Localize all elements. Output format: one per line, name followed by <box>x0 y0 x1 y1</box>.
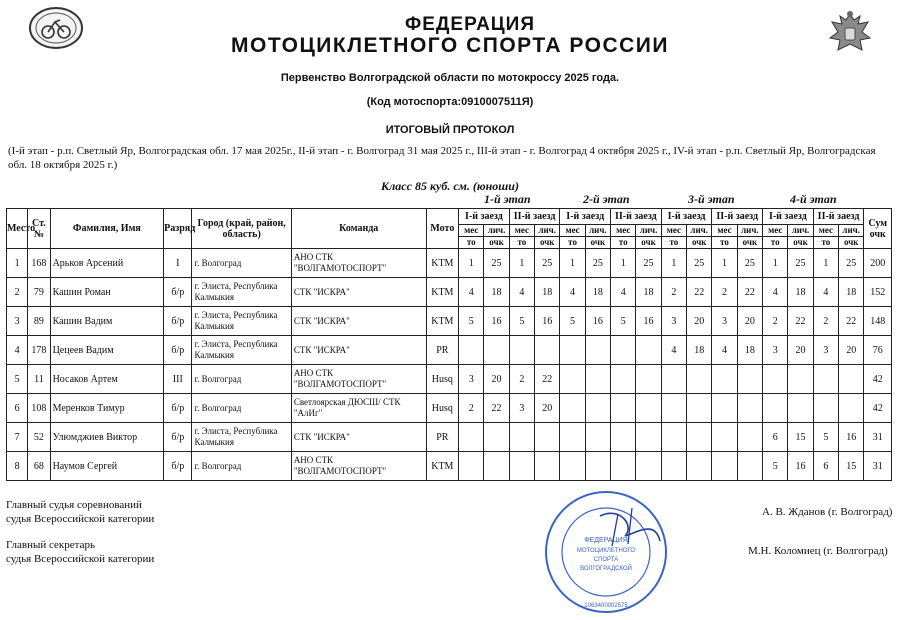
cell-team: АНО СТК "ВОЛГАМОТОСПОРТ" <box>291 365 426 394</box>
cell-place: 3 <box>7 307 28 336</box>
sub-header-place-suffix: то <box>661 237 686 249</box>
chief-secretary-title: Главный секретарь судья Всероссийской категории <box>6 539 155 565</box>
cell-name: Меренков Тимур <box>50 394 164 423</box>
stage-1-label: 1-й этап <box>484 192 531 206</box>
cell-team: АНО СТК "ВОЛГАМОТОСПОРТ" <box>291 452 426 481</box>
cell-race-place <box>560 394 585 423</box>
cell-race-points <box>484 423 509 452</box>
cell-start-number: 178 <box>28 336 50 365</box>
sub-header-personal: лич. <box>687 225 712 237</box>
cell-race-place: 4 <box>712 336 737 365</box>
sub-header-place-suffix: то <box>712 237 737 249</box>
race-header: I-й заезд <box>661 209 712 225</box>
cell-race-points <box>839 394 864 423</box>
cell-race-points: 22 <box>687 278 712 307</box>
svg-text:МОТОЦИКЛЕТНОГО: МОТОЦИКЛЕТНОГО <box>576 548 636 554</box>
cell-start-number: 108 <box>28 394 50 423</box>
championship-title: Первенство Волгоградской области по мотокроссу 2025 года. <box>280 72 620 84</box>
cell-race-points: 25 <box>788 249 813 278</box>
cell-moto: KTM <box>426 307 458 336</box>
cell-race-place: 3 <box>459 365 484 394</box>
cell-race-points: 20 <box>484 365 509 394</box>
cell-place: 7 <box>7 423 28 452</box>
cell-race-points: 15 <box>839 452 864 481</box>
cell-city: г. Волгоград <box>192 365 291 394</box>
svg-text:1063400002575: 1063400002575 <box>584 603 628 609</box>
cell-race-place <box>509 452 534 481</box>
sub-header-place: мес <box>459 225 484 237</box>
race-header: I-й заезд <box>560 209 611 225</box>
cell-race-points: 25 <box>585 249 610 278</box>
sub-header-points: очк <box>585 237 610 249</box>
cell-rank: III <box>164 365 192 394</box>
cell-race-place <box>813 365 838 394</box>
cell-race-points <box>687 423 712 452</box>
cell-rank: б/р <box>164 452 192 481</box>
cell-race-place <box>611 423 636 452</box>
cell-place: 8 <box>7 452 28 481</box>
cell-place: 6 <box>7 394 28 423</box>
sub-header-points: очк <box>535 237 560 249</box>
cell-race-points <box>687 365 712 394</box>
cell-race-place <box>712 452 737 481</box>
cell-race-points <box>636 336 661 365</box>
stage-4-label: 4-й этап <box>790 192 837 206</box>
table-row <box>7 423 892 452</box>
cell-total: 42 <box>864 394 892 423</box>
cell-race-place: 2 <box>661 278 686 307</box>
sub-header-place: мес <box>763 225 788 237</box>
cell-moto: PR <box>426 336 458 365</box>
cell-race-points: 25 <box>484 249 509 278</box>
cell-race-place <box>560 452 585 481</box>
cell-race-points: 22 <box>737 278 762 307</box>
cell-rank: I <box>164 249 192 278</box>
sub-header-personal: лич. <box>737 225 762 237</box>
col-moto: Мото <box>426 209 458 249</box>
sub-header-points: очк <box>839 237 864 249</box>
cell-rank: б/р <box>164 394 192 423</box>
cell-city: г. Элиста, Республика Калмыкия <box>192 307 291 336</box>
cell-name: Кашин Роман <box>50 278 164 307</box>
cell-race-place: 1 <box>459 249 484 278</box>
cell-race-points: 16 <box>636 307 661 336</box>
cell-race-points: 25 <box>687 249 712 278</box>
stages-description: (I-й этап - р.п. Светлый Яр, Волгоградская обл. 17 мая 2025г., II-й этап - г. Волгоград 31 мая 2025 г., III-й этап - г. Волгоград 4 октября 2025 г., IV-й этап - р.п. Светлый Яр, Волгоградская обл. 18 октября 2025 г.) <box>8 145 876 171</box>
sub-header-personal: лич. <box>788 225 813 237</box>
sub-header-personal: лич. <box>636 225 661 237</box>
cell-race-place <box>611 452 636 481</box>
cell-city: г. Элиста, Республика Калмыкия <box>192 336 291 365</box>
cell-race-points: 22 <box>839 307 864 336</box>
race-header: II-й заезд <box>712 209 763 225</box>
cell-race-place <box>661 394 686 423</box>
race-header: II-й заезд <box>813 209 864 225</box>
cell-race-place: 5 <box>560 307 585 336</box>
cell-race-place: 2 <box>509 365 534 394</box>
cell-race-place <box>661 423 686 452</box>
cell-race-points: 18 <box>687 336 712 365</box>
cell-race-points: 18 <box>737 336 762 365</box>
cell-rank: б/р <box>164 423 192 452</box>
cell-race-points: 25 <box>737 249 762 278</box>
cell-race-points <box>636 452 661 481</box>
cell-race-place: 3 <box>763 336 788 365</box>
cell-race-points <box>737 365 762 394</box>
cell-race-place <box>712 365 737 394</box>
cell-race-place <box>661 365 686 394</box>
sub-header-points: очк <box>687 237 712 249</box>
protocol-title: ИТОГОВЫЙ ПРОТОКОЛ <box>385 124 515 136</box>
cell-race-place: 4 <box>813 278 838 307</box>
cell-start-number: 89 <box>28 307 50 336</box>
table-row <box>7 394 892 423</box>
cell-race-place <box>763 365 788 394</box>
cell-race-points: 18 <box>535 278 560 307</box>
federation-subtitle: МОТОЦИКЛЕТНОГО СПОРТА РОССИИ <box>231 34 669 57</box>
svg-text:ВОЛГОГРАДСКОЙ: ВОЛГОГРАДСКОЙ <box>580 566 632 572</box>
col-total: Сум очк <box>864 209 892 249</box>
svg-text:СПОРТА: СПОРТА <box>593 557 619 563</box>
cell-start-number: 68 <box>28 452 50 481</box>
cell-race-points: 18 <box>585 278 610 307</box>
race-header: I-й заезд <box>763 209 814 225</box>
cell-city: г. Волгоград <box>192 249 291 278</box>
sub-header-points: очк <box>636 237 661 249</box>
cell-total: 148 <box>864 307 892 336</box>
cell-race-points <box>788 394 813 423</box>
cell-race-place <box>560 336 585 365</box>
sub-header-place-suffix: то <box>560 237 585 249</box>
cell-race-points <box>535 452 560 481</box>
cell-race-points <box>484 452 509 481</box>
sub-header-place: мес <box>661 225 686 237</box>
cell-race-points <box>636 423 661 452</box>
cell-place: 4 <box>7 336 28 365</box>
cell-race-place <box>560 365 585 394</box>
table-row <box>7 452 892 481</box>
cell-race-place <box>712 394 737 423</box>
sub-header-place: мес <box>712 225 737 237</box>
cell-race-place: 4 <box>661 336 686 365</box>
cell-race-place: 5 <box>509 307 534 336</box>
sub-header-personal: лич. <box>585 225 610 237</box>
cell-moto: Husq <box>426 394 458 423</box>
cell-race-points <box>687 452 712 481</box>
cell-race-place: 2 <box>712 278 737 307</box>
cell-moto: PR <box>426 423 458 452</box>
cell-name: Кашин Вадим <box>50 307 164 336</box>
table-row <box>7 249 892 278</box>
table-row <box>7 278 892 307</box>
cell-race-place: 3 <box>712 307 737 336</box>
svg-text:ФЕДЕРАЦИЯ: ФЕДЕРАЦИЯ <box>584 537 628 544</box>
sub-header-points: очк <box>484 237 509 249</box>
cell-race-place: 1 <box>712 249 737 278</box>
cell-place: 2 <box>7 278 28 307</box>
cell-race-points: 16 <box>839 423 864 452</box>
cell-race-points <box>737 452 762 481</box>
cell-total: 31 <box>864 452 892 481</box>
cell-rank: б/р <box>164 336 192 365</box>
cell-race-points: 16 <box>585 307 610 336</box>
chief-judge-title: Главный судья соревнований судья Всероссийской категории <box>6 499 155 525</box>
cell-race-place: 6 <box>763 423 788 452</box>
cell-race-points <box>535 423 560 452</box>
cell-race-place: 2 <box>763 307 788 336</box>
cell-race-place: 4 <box>763 278 788 307</box>
cell-race-points: 18 <box>788 278 813 307</box>
cell-race-place: 1 <box>509 249 534 278</box>
cell-race-place: 3 <box>661 307 686 336</box>
stage-2-label: 2-й этап <box>583 192 630 206</box>
cell-name: Наумов Сергей <box>50 452 164 481</box>
race-header: I-й заезд <box>459 209 510 225</box>
cell-race-place: 1 <box>661 249 686 278</box>
sub-header-points: очк <box>788 237 813 249</box>
cell-total: 42 <box>864 365 892 394</box>
cell-team: СТК "ИСКРА" <box>291 423 426 452</box>
cell-race-place: 5 <box>813 423 838 452</box>
cell-race-points: 20 <box>839 336 864 365</box>
cell-race-points: 20 <box>687 307 712 336</box>
results-table <box>6 208 892 481</box>
sub-header-personal: лич. <box>839 225 864 237</box>
cell-race-points: 18 <box>484 278 509 307</box>
cell-race-points <box>737 423 762 452</box>
cell-city: г. Волгоград <box>192 394 291 423</box>
cell-race-points: 15 <box>788 423 813 452</box>
cell-start-number: 52 <box>28 423 50 452</box>
cell-race-place <box>459 452 484 481</box>
table-row <box>7 365 892 394</box>
cell-race-place: 3 <box>813 336 838 365</box>
sub-header-place: мес <box>611 225 636 237</box>
cell-race-place <box>459 336 484 365</box>
cell-race-place <box>611 365 636 394</box>
cell-race-points <box>585 423 610 452</box>
sub-header-points: очк <box>737 237 762 249</box>
cell-race-points: 18 <box>636 278 661 307</box>
cell-race-place: 5 <box>763 452 788 481</box>
federation-title: ФЕДЕРАЦИЯ <box>404 14 535 35</box>
sub-header-place-suffix: то <box>509 237 534 249</box>
sub-header-personal: лич. <box>535 225 560 237</box>
cell-race-place <box>611 394 636 423</box>
cell-race-place: 2 <box>459 394 484 423</box>
cell-race-place: 4 <box>611 278 636 307</box>
cell-total: 31 <box>864 423 892 452</box>
cell-race-place: 4 <box>509 278 534 307</box>
cell-race-place <box>509 423 534 452</box>
sub-header-place: мес <box>813 225 838 237</box>
cell-place: 5 <box>7 365 28 394</box>
cell-race-points <box>585 336 610 365</box>
cell-race-points: 22 <box>788 307 813 336</box>
chief-secretary-name: М.Н. Коломиец (г. Волгоград) <box>748 545 888 557</box>
sub-header-place-suffix: то <box>459 237 484 249</box>
sub-header-place-suffix: то <box>611 237 636 249</box>
col-rank: Разряд <box>164 209 192 249</box>
cell-start-number: 79 <box>28 278 50 307</box>
sub-header-place-suffix: то <box>813 237 838 249</box>
cell-race-place: 1 <box>763 249 788 278</box>
cell-name: Арьков Арсений <box>50 249 164 278</box>
cell-rank: б/р <box>164 278 192 307</box>
cell-race-place <box>509 336 534 365</box>
cell-race-points: 25 <box>535 249 560 278</box>
cell-race-points: 16 <box>484 307 509 336</box>
cell-team: АНО СТК "ВОЛГАМОТОСПОРТ" <box>291 249 426 278</box>
cell-race-points <box>535 336 560 365</box>
cell-race-points: 22 <box>484 394 509 423</box>
cell-race-points: 20 <box>535 394 560 423</box>
cell-total: 200 <box>864 249 892 278</box>
cell-name: Цецеев Вадим <box>50 336 164 365</box>
cell-race-place <box>560 423 585 452</box>
col-city: Город (край, район, область) <box>192 209 291 249</box>
cell-race-points <box>636 394 661 423</box>
cell-race-points <box>585 452 610 481</box>
cell-start-number: 11 <box>28 365 50 394</box>
cell-place: 1 <box>7 249 28 278</box>
cell-city: г. Элиста, Республика Калмыкия <box>192 278 291 307</box>
sub-header-personal: лич. <box>484 225 509 237</box>
sub-header-place: мес <box>509 225 534 237</box>
cell-race-place <box>661 452 686 481</box>
cell-moto: KTM <box>426 278 458 307</box>
cell-name: Носаков Артем <box>50 365 164 394</box>
cell-race-points: 20 <box>788 336 813 365</box>
table-row <box>7 336 892 365</box>
cell-race-place <box>712 423 737 452</box>
cell-name: Улюмджиев Виктор <box>50 423 164 452</box>
cell-moto: Husq <box>426 365 458 394</box>
stage-3-label: 3-й этап <box>688 192 735 206</box>
cell-moto: KTM <box>426 452 458 481</box>
cell-race-points: 16 <box>788 452 813 481</box>
sub-header-place-suffix: то <box>763 237 788 249</box>
cell-total: 152 <box>864 278 892 307</box>
cell-race-place: 1 <box>560 249 585 278</box>
sport-code: (Код мотоспорта:0910007511Я) <box>366 96 534 108</box>
official-stamp <box>540 486 680 616</box>
cell-race-points: 22 <box>535 365 560 394</box>
race-header: II-й заезд <box>611 209 662 225</box>
cell-race-points <box>484 336 509 365</box>
class-title: Класс 85 куб. см. (юноши) <box>381 179 519 193</box>
cell-rank: б/р <box>164 307 192 336</box>
cell-race-place <box>763 394 788 423</box>
cell-team: СТК "ИСКРА" <box>291 278 426 307</box>
cell-race-place: 5 <box>611 307 636 336</box>
cell-race-place <box>459 423 484 452</box>
cell-race-points: 25 <box>636 249 661 278</box>
cell-race-points: 25 <box>839 249 864 278</box>
cell-team: СТК "ИСКРА" <box>291 336 426 365</box>
cell-race-place: 1 <box>611 249 636 278</box>
chief-judge-name: А. В. Жданов (г. Волгоград) <box>762 506 893 518</box>
cell-race-points <box>737 394 762 423</box>
cell-race-points <box>585 365 610 394</box>
cell-race-place: 2 <box>813 307 838 336</box>
cell-total: 76 <box>864 336 892 365</box>
cell-race-points: 20 <box>737 307 762 336</box>
cell-race-points <box>585 394 610 423</box>
cell-moto: KTM <box>426 249 458 278</box>
cell-race-points <box>788 365 813 394</box>
cell-race-place <box>813 394 838 423</box>
race-header: II-й заезд <box>509 209 560 225</box>
cell-race-place: 1 <box>813 249 838 278</box>
col-name: Фамилия, Имя <box>50 209 164 249</box>
cell-city: г. Волгоград <box>192 452 291 481</box>
cell-race-points <box>687 394 712 423</box>
cell-race-points: 18 <box>839 278 864 307</box>
cell-race-points <box>839 365 864 394</box>
cell-race-points <box>636 365 661 394</box>
cell-race-place: 4 <box>459 278 484 307</box>
cell-race-place: 3 <box>509 394 534 423</box>
cell-race-place: 5 <box>459 307 484 336</box>
cell-start-number: 168 <box>28 249 50 278</box>
cell-race-place: 4 <box>560 278 585 307</box>
col-team: Команда <box>291 209 426 249</box>
col-start-number: Ст.№ <box>28 209 50 249</box>
sub-header-place: мес <box>560 225 585 237</box>
table-row <box>7 307 892 336</box>
col-place: Место <box>7 209 28 249</box>
cell-race-points: 16 <box>535 307 560 336</box>
cell-race-place <box>611 336 636 365</box>
cell-city: г. Элиста, Республика Калмыкия <box>192 423 291 452</box>
cell-team: Светлоярская ДЮСШ/ СТК "АлИг" <box>291 394 426 423</box>
cell-team: СТК "ИСКРА" <box>291 307 426 336</box>
cell-race-place: 6 <box>813 452 838 481</box>
